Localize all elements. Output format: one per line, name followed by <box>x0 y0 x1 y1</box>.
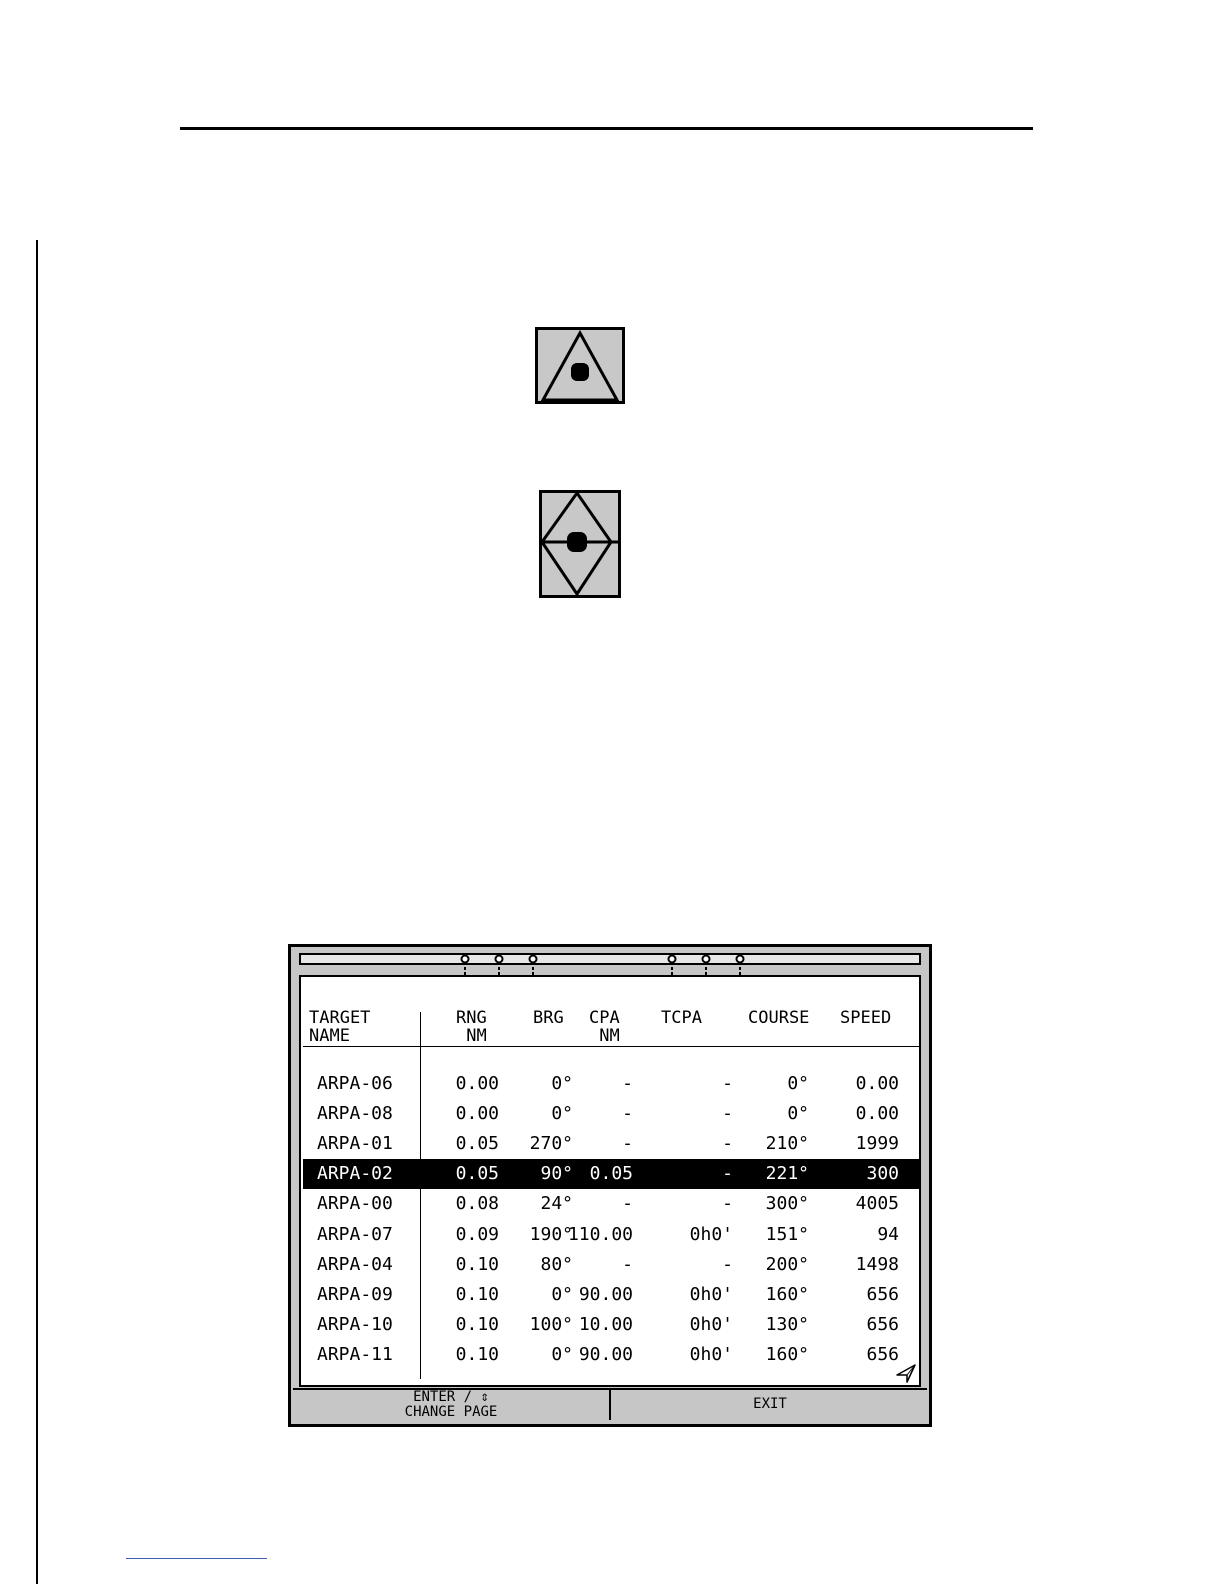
cell-speed: 4005 <box>855 1193 899 1214</box>
cell-speed: 656 <box>866 1344 899 1365</box>
table-row[interactable] <box>303 1069 919 1099</box>
table-row[interactable] <box>303 1340 919 1370</box>
cell-course: 200° <box>765 1254 809 1275</box>
cell-name: ARPA-01 <box>317 1133 393 1154</box>
cell-speed: 94 <box>877 1224 899 1245</box>
cell-speed: 1498 <box>855 1254 899 1275</box>
cell-name: ARPA-02 <box>317 1163 393 1184</box>
cell-cpa: - <box>622 1193 633 1214</box>
cell-cpa: - <box>622 1133 633 1154</box>
cell-course: 0° <box>787 1073 809 1094</box>
cell-cpa: 10.00 <box>578 1314 633 1335</box>
cell-name: ARPA-11 <box>317 1344 393 1365</box>
softkey-label: CHANGE PAGE <box>404 1404 498 1420</box>
header-cpa: CPA NM <box>589 1008 620 1046</box>
footnote-rule <box>126 1558 267 1559</box>
cell-rng: 0.08 <box>455 1193 499 1214</box>
cell-course: 210° <box>765 1133 809 1154</box>
cell-tcpa: 0h0' <box>689 1344 733 1365</box>
softkey-label: EXIT <box>753 1396 787 1412</box>
cell-tcpa: 0h0' <box>689 1224 733 1245</box>
cell-cpa: 90.00 <box>578 1284 633 1305</box>
cell-speed: 656 <box>866 1314 899 1335</box>
cell-rng: 0.05 <box>455 1133 499 1154</box>
cell-brg: 0° <box>551 1284 573 1305</box>
cell-course: 221° <box>765 1163 809 1184</box>
table-row[interactable] <box>303 1159 919 1189</box>
exit-button[interactable] <box>613 1390 927 1420</box>
cell-speed: 0.00 <box>855 1073 899 1094</box>
cell-rng: 0.05 <box>455 1163 499 1184</box>
window-title-bar <box>299 953 921 965</box>
cell-rng: 0.00 <box>455 1073 499 1094</box>
header-course: COURSE <box>748 1008 810 1028</box>
target-table-panel <box>299 975 921 1387</box>
arpa-diamond-target-icon <box>539 490 621 598</box>
arpa-triangle-target-icon <box>535 327 625 404</box>
top-rule <box>180 127 1033 130</box>
cell-tcpa: 0h0' <box>689 1314 733 1335</box>
cell-cpa: 0.05 <box>589 1163 633 1184</box>
table-row[interactable] <box>303 1129 919 1159</box>
cell-rng: 0.10 <box>455 1344 499 1365</box>
cell-cpa: 90.00 <box>578 1344 633 1365</box>
cell-rng: 0.00 <box>455 1103 499 1124</box>
cell-cpa: - <box>622 1103 633 1124</box>
cell-course: 130° <box>765 1314 809 1335</box>
table-row[interactable] <box>303 1310 919 1340</box>
table-row[interactable] <box>303 1220 919 1250</box>
cell-course: 151° <box>765 1224 809 1245</box>
cell-name: ARPA-06 <box>317 1073 393 1094</box>
header-tcpa: TCPA <box>661 1008 702 1028</box>
cell-name: ARPA-07 <box>317 1224 393 1245</box>
cell-brg: 270° <box>529 1133 573 1154</box>
header-brg: BRG <box>533 1008 564 1028</box>
cell-speed: 0.00 <box>855 1103 899 1124</box>
header-rule <box>303 1046 919 1047</box>
softkey-bar <box>293 1388 927 1420</box>
cell-brg: 80° <box>540 1254 573 1275</box>
cell-brg: 100° <box>529 1314 573 1335</box>
header-rng: RNG NM <box>456 1008 487 1046</box>
cell-brg: 0° <box>551 1103 573 1124</box>
softkey-label: ENTER / ⇕ <box>413 1389 489 1405</box>
table-row[interactable] <box>303 1189 919 1219</box>
cell-cpa: - <box>622 1254 633 1275</box>
cell-name: ARPA-04 <box>317 1254 393 1275</box>
cell-speed: 1999 <box>855 1133 899 1154</box>
cell-rng: 0.10 <box>455 1284 499 1305</box>
header-target: TARGET NAME <box>309 1008 371 1046</box>
cell-tcpa: - <box>722 1103 733 1124</box>
cell-name: ARPA-08 <box>317 1103 393 1124</box>
cell-speed: 656 <box>866 1284 899 1305</box>
cell-rng: 0.10 <box>455 1314 499 1335</box>
cell-cpa: - <box>622 1073 633 1094</box>
cell-name: ARPA-00 <box>317 1193 393 1214</box>
enter-change-page-button[interactable] <box>293 1390 611 1420</box>
cell-cpa: 110.00 <box>567 1224 633 1245</box>
cell-tcpa: - <box>722 1073 733 1094</box>
page-corner-icon[interactable] <box>895 1363 917 1383</box>
cell-brg: 90° <box>540 1163 573 1184</box>
header-speed: SPEED <box>840 1008 892 1028</box>
cell-tcpa: 0h0' <box>689 1284 733 1305</box>
cell-name: ARPA-10 <box>317 1314 393 1335</box>
cell-tcpa: - <box>722 1193 733 1214</box>
cell-rng: 0.09 <box>455 1224 499 1245</box>
table-row[interactable] <box>303 1250 919 1280</box>
cell-course: 300° <box>765 1193 809 1214</box>
table-row[interactable] <box>303 1099 919 1129</box>
left-margin-rule <box>36 240 38 1584</box>
cell-brg: 0° <box>551 1073 573 1094</box>
cell-rng: 0.10 <box>455 1254 499 1275</box>
cell-brg: 0° <box>551 1344 573 1365</box>
cell-brg: 190° <box>529 1224 573 1245</box>
cell-tcpa: - <box>722 1133 733 1154</box>
table-row[interactable] <box>303 1280 919 1310</box>
cell-course: 160° <box>765 1344 809 1365</box>
cell-brg: 24° <box>540 1193 573 1214</box>
cell-course: 0° <box>787 1103 809 1124</box>
cell-course: 160° <box>765 1284 809 1305</box>
cell-speed: 300 <box>866 1163 899 1184</box>
cell-tcpa: - <box>722 1163 733 1184</box>
cell-tcpa: - <box>722 1254 733 1275</box>
arpa-target-list-window <box>288 944 932 1427</box>
cell-name: ARPA-09 <box>317 1284 393 1305</box>
